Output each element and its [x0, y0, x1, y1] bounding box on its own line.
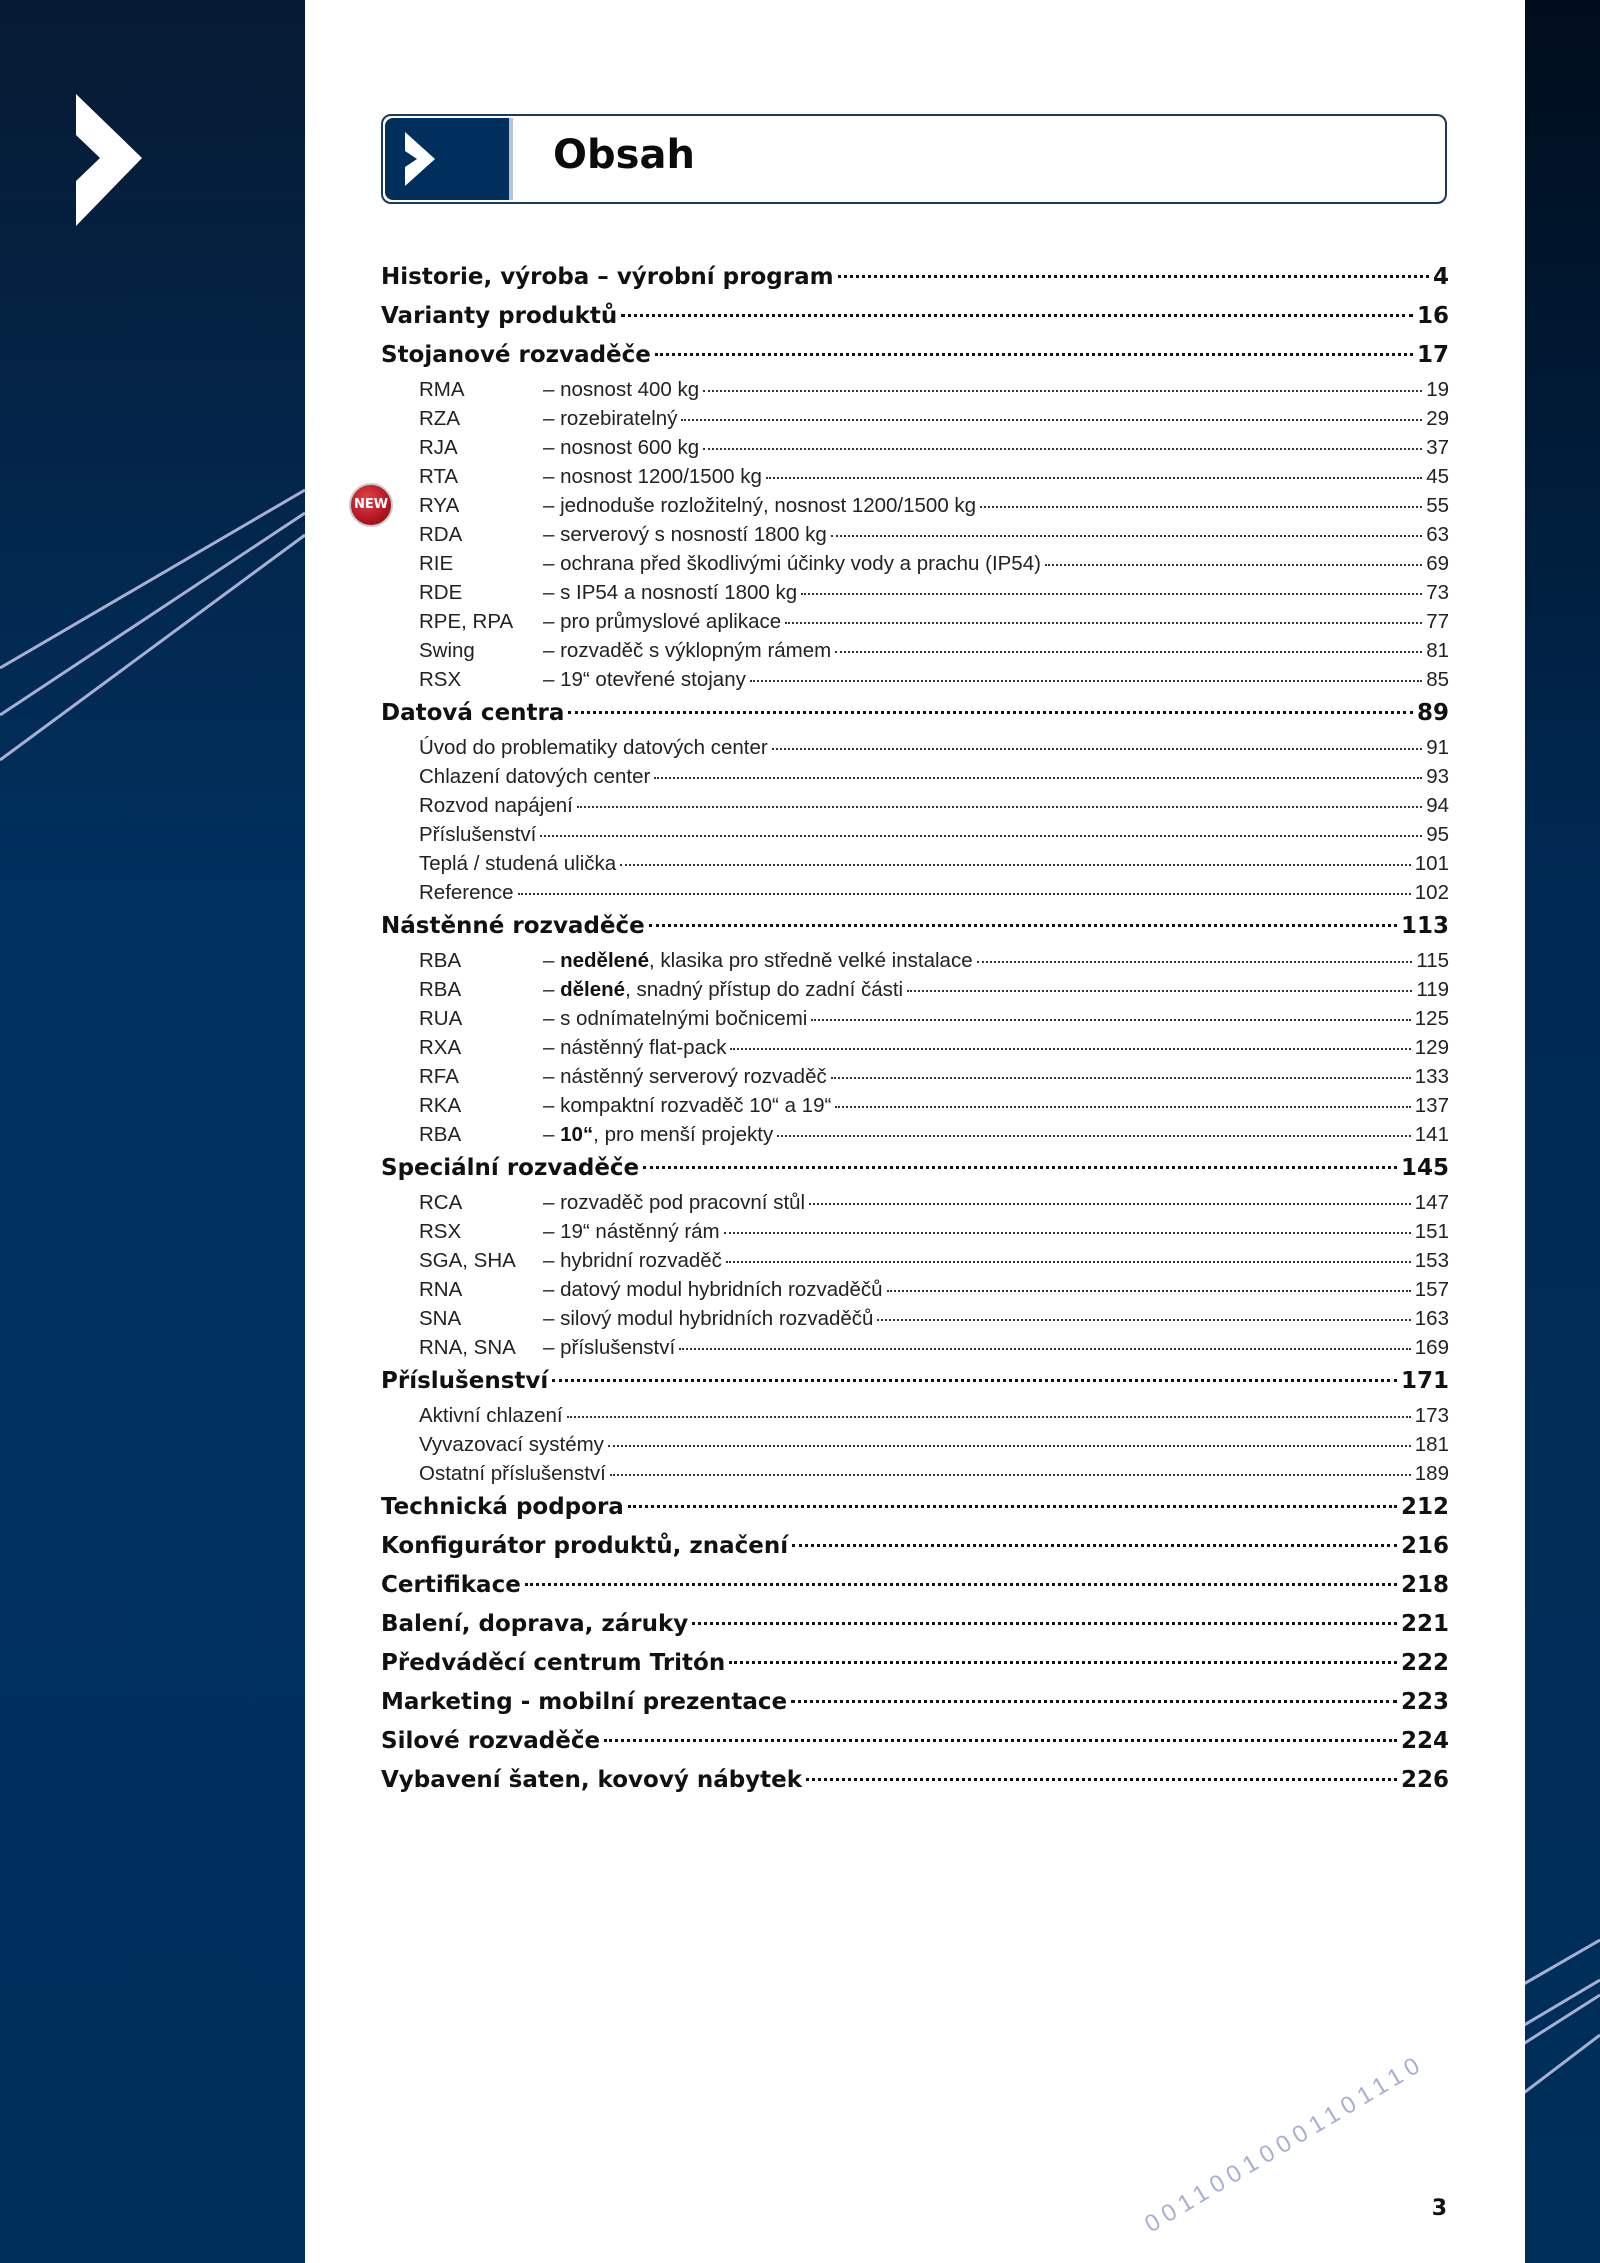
toc-entry[interactable] — [381, 762, 1449, 791]
toc-entry[interactable] — [381, 791, 1449, 820]
toc-entry[interactable] — [381, 375, 1449, 404]
toc-entry-description: Úvod do problematiky datových center — [419, 736, 768, 759]
dot-leader — [608, 1444, 1411, 1447]
dot-leader — [525, 1582, 1397, 1586]
toc-entry-dash: – — [543, 978, 561, 1001]
toc-page-number: 224 — [1400, 1728, 1449, 1754]
toc-entry-code: RPE, RPA — [419, 610, 514, 633]
dot-leader — [679, 1347, 1411, 1350]
toc-page-number: 115 — [1416, 949, 1449, 972]
toc-page-number: 218 — [1400, 1572, 1449, 1598]
toc-entry-code: RJA — [419, 436, 458, 459]
toc-entry-description: – nástěnný flat-pack — [543, 1036, 727, 1059]
toc-entry-code: RBA — [419, 949, 462, 972]
toc-entry-code: RMA — [419, 378, 465, 401]
toc-entry[interactable] — [381, 733, 1449, 762]
toc-entry[interactable] — [381, 975, 1449, 1004]
dot-leader — [831, 1076, 1411, 1079]
toc-page-number: 125 — [1414, 1007, 1449, 1030]
toc-page-number: 89 — [1416, 700, 1449, 726]
toc-entry-description — [543, 1120, 773, 1149]
toc-section-title: Speciální rozvaděče — [381, 1155, 640, 1181]
toc-entry[interactable] — [381, 1004, 1449, 1033]
toc-section-title: Balení, doprava, záruky — [381, 1611, 689, 1637]
toc-page-number: 95 — [1426, 823, 1449, 846]
toc-entry-dash: – — [543, 949, 561, 972]
toc-page-number: 69 — [1426, 552, 1449, 575]
toc-entry-code: RTA — [419, 465, 459, 488]
toc-entry[interactable] — [381, 433, 1449, 462]
dot-leader — [777, 1134, 1411, 1137]
toc-entry-code: RZA — [419, 407, 460, 430]
toc-page-number: 223 — [1400, 1689, 1449, 1715]
toc-entry[interactable] — [381, 1401, 1449, 1430]
dot-leader — [801, 592, 1422, 595]
toc-section[interactable] — [381, 336, 1449, 375]
toc-entry-code: RNA, SNA — [419, 1336, 516, 1359]
dot-leader — [628, 1504, 1397, 1508]
toc-entry-description: – jednoduše rozložitelný, nosnost 1200/1500 kg — [543, 494, 977, 517]
toc-section-title: Konfigurátor produktů, značení — [381, 1533, 789, 1559]
toc-page-number: 169 — [1414, 1336, 1449, 1359]
toc-entry[interactable] — [381, 549, 1449, 578]
dot-leader — [724, 1231, 1411, 1234]
dot-leader — [772, 747, 1423, 750]
dot-leader — [785, 621, 1422, 624]
toc-section-title: Vybavení šaten, kovový nábytek — [381, 1767, 803, 1793]
toc-page-number: 133 — [1414, 1065, 1449, 1088]
dot-leader — [621, 313, 1413, 317]
document-page — [305, 0, 1525, 2263]
dot-leader — [977, 960, 1413, 963]
toc-page-number: 189 — [1414, 1462, 1449, 1485]
dot-leader — [681, 418, 1422, 421]
toc-entry-description — [543, 975, 903, 1004]
toc-entry-description: – rozvaděč s výklopným rámem — [543, 639, 832, 662]
toc-entry-description: – nosnost 600 kg — [543, 436, 700, 459]
toc-entry-code: RBA — [419, 1123, 462, 1146]
toc-page-number: 4 — [1432, 264, 1449, 290]
toc-entry-description: – 19“ otevřené stojany — [543, 668, 746, 691]
toc-entry[interactable] — [381, 1091, 1449, 1120]
toc-page-number: 101 — [1414, 852, 1449, 875]
toc-entry-code: RCA — [419, 1191, 463, 1214]
dot-leader — [568, 710, 1413, 714]
page-number: 3 — [1431, 2196, 1447, 2221]
toc-page-number: 63 — [1426, 523, 1449, 546]
dot-leader — [806, 1777, 1397, 1781]
toc-page-number: 45 — [1426, 465, 1449, 488]
toc-page-number: 157 — [1414, 1278, 1449, 1301]
toc-entry-code: Swing — [419, 639, 475, 662]
toc-section[interactable] — [381, 1566, 1449, 1605]
toc-page-number: 85 — [1426, 668, 1449, 691]
dot-leader — [877, 1318, 1410, 1321]
toc-page-number: 55 — [1426, 494, 1449, 517]
toc-entry-description: – ochrana před škodlivými účinky vody a prachu (IP54) — [543, 552, 1041, 575]
chevron-right-icon — [385, 118, 509, 200]
toc-page-number: 171 — [1400, 1368, 1449, 1394]
toc-entry-code: RSX — [419, 1220, 462, 1243]
toc-page-number: 153 — [1414, 1249, 1449, 1272]
toc-entry[interactable] — [381, 462, 1449, 491]
toc-entry[interactable] — [353, 491, 1449, 520]
toc-entry-description: – kompaktní rozvaděč 10“ a 19“ — [543, 1094, 832, 1117]
toc-section-title: Technická podpora — [381, 1494, 624, 1520]
toc-entry-code: RIE — [419, 552, 454, 575]
toc-section-title: Předváděcí centrum Tritón — [381, 1650, 726, 1676]
toc-page-number: 81 — [1426, 639, 1449, 662]
toc-entry-code: RDA — [419, 523, 463, 546]
toc-page-number: 91 — [1426, 736, 1449, 759]
toc-entry-description: – příslušenství — [543, 1336, 676, 1359]
toc-entry-text: , pro menší projekty — [593, 1123, 774, 1146]
toc-entry-text: , snadný přístup do zadní části — [625, 978, 904, 1001]
toc-entry-description: – nosnost 400 kg — [543, 378, 700, 401]
toc-entry[interactable] — [381, 1033, 1449, 1062]
toc-page-number: 226 — [1400, 1767, 1449, 1793]
title-banner — [381, 114, 1447, 204]
dot-leader — [809, 1202, 1411, 1205]
toc-section[interactable] — [381, 1149, 1449, 1188]
toc-section-title: Nástěnné rozvaděče — [381, 913, 645, 939]
toc-entry[interactable] — [381, 849, 1449, 878]
toc-page-number: 222 — [1400, 1650, 1449, 1676]
toc-page-number: 119 — [1416, 978, 1449, 1001]
toc-entry-description: – s odnímatelnými bočnicemi — [543, 1007, 808, 1030]
dot-leader — [649, 923, 1397, 927]
dot-leader — [1045, 563, 1422, 566]
dot-leader — [831, 534, 1422, 537]
dot-leader — [907, 989, 1412, 992]
dot-leader — [655, 352, 1413, 356]
toc-entry-description: – nosnost 1200/1500 kg — [543, 465, 762, 488]
dot-leader — [620, 863, 1411, 866]
toc-entry[interactable] — [381, 1333, 1449, 1362]
toc-page-number: 147 — [1414, 1191, 1449, 1214]
toc-page-number: 151 — [1414, 1220, 1449, 1243]
dot-leader — [791, 1699, 1397, 1703]
toc-entry-description: – nástěnný serverový rozvaděč — [543, 1065, 827, 1088]
right-background — [1525, 0, 1600, 2263]
toc-entry[interactable] — [381, 1217, 1449, 1246]
toc-page-number: 221 — [1400, 1611, 1449, 1637]
toc-entry-code: SGA, SHA — [419, 1249, 516, 1272]
toc-page-number: 17 — [1416, 342, 1449, 368]
toc-entry-description: – hybridní rozvaděč — [543, 1249, 722, 1272]
toc-entry-code: RXA — [419, 1036, 462, 1059]
page-title: Obsah — [553, 132, 695, 178]
toc-page-number: 129 — [1414, 1036, 1449, 1059]
toc-entry[interactable] — [381, 878, 1449, 907]
toc-entry[interactable] — [381, 820, 1449, 849]
toc-entry-code: RKA — [419, 1094, 462, 1117]
left-background — [0, 0, 305, 2263]
toc-entry-code: RYA — [419, 494, 460, 517]
toc-entry-description: Ostatní příslušenství — [419, 1462, 606, 1485]
toc-section[interactable] — [381, 1761, 1449, 1800]
toc-entry[interactable] — [381, 946, 1449, 975]
title-tab — [385, 118, 513, 200]
dot-leader — [610, 1473, 1411, 1476]
toc-page-number: 37 — [1426, 436, 1449, 459]
toc-section[interactable] — [381, 1644, 1449, 1683]
new-badge-icon: NEW — [349, 483, 393, 527]
toc-page-number: 16 — [1416, 303, 1449, 329]
toc-entry-code: RSX — [419, 668, 462, 691]
binary-decoration: 00110010001101110 — [1140, 2049, 1430, 2239]
toc-section[interactable] — [381, 1605, 1449, 1644]
toc-section-title: Historie, výroba – výrobní program — [381, 264, 834, 290]
toc-entry-code: RNA — [419, 1278, 463, 1301]
dot-leader — [980, 505, 1422, 508]
toc-entry[interactable] — [381, 1246, 1449, 1275]
toc-entry-text: , klasika pro středně velké instalace — [648, 949, 973, 972]
toc-entry-emphasis: nedělené — [560, 949, 649, 972]
dot-leader — [703, 447, 1422, 450]
toc-entry-code: RFA — [419, 1065, 459, 1088]
dot-leader — [703, 389, 1422, 392]
toc-section[interactable] — [381, 1527, 1449, 1566]
dot-leader — [567, 1415, 1411, 1418]
toc-section-title: Silové rozvaděče — [381, 1728, 601, 1754]
toc-entry[interactable] — [381, 404, 1449, 433]
dot-leader — [811, 1018, 1410, 1021]
dot-leader — [552, 1378, 1397, 1382]
dot-leader — [604, 1738, 1397, 1742]
toc-section[interactable] — [381, 1722, 1449, 1761]
toc-page-number: 145 — [1400, 1155, 1449, 1181]
toc-entry-description: Chlazení datových center — [419, 765, 651, 788]
toc-entry-description: – pro průmyslové aplikace — [543, 610, 782, 633]
toc-entry-description: Rozvod napájení — [419, 794, 573, 817]
toc-entry-emphasis: dělené — [560, 978, 626, 1001]
toc-page-number: 141 — [1414, 1123, 1449, 1146]
toc-page-number: 29 — [1426, 407, 1449, 430]
toc-section[interactable] — [381, 1362, 1449, 1401]
dot-leader — [730, 1047, 1410, 1050]
toc-section-title: Marketing - mobilní prezentace — [381, 1689, 788, 1715]
dot-leader — [729, 1660, 1397, 1664]
toc-entry-description: Vyvazovací systémy — [419, 1433, 604, 1456]
toc-entry-code: RDE — [419, 581, 463, 604]
toc-section[interactable] — [381, 1488, 1449, 1527]
dot-leader — [792, 1543, 1397, 1547]
toc-entry[interactable] — [381, 1188, 1449, 1217]
toc-entry-code: RBA — [419, 978, 462, 1001]
toc-section-title: Varianty produktů — [381, 303, 618, 329]
toc-entry[interactable] — [381, 665, 1449, 694]
toc-section[interactable] — [381, 694, 1449, 733]
toc-entry[interactable] — [381, 1120, 1449, 1149]
toc-entry[interactable] — [381, 636, 1449, 665]
dot-leader — [577, 805, 1422, 808]
toc-entry-code: SNA — [419, 1307, 462, 1330]
dot-leader — [518, 892, 1411, 895]
toc-entry-emphasis: 10“ — [560, 1123, 594, 1146]
toc-entry-description: – silový modul hybridních rozvaděčů — [543, 1307, 874, 1330]
toc-entry[interactable] — [381, 1430, 1449, 1459]
toc-entry-description: – datový modul hybridních rozvaděčů — [543, 1278, 883, 1301]
toc-entry[interactable] — [381, 607, 1449, 636]
toc-entry-description: – serverový s nosností 1800 kg — [543, 523, 827, 546]
dot-leader — [654, 776, 1422, 779]
dot-leader — [838, 274, 1429, 278]
dot-leader — [835, 650, 1422, 653]
dot-leader — [766, 476, 1422, 479]
table-of-contents — [353, 258, 1449, 1800]
dot-leader — [835, 1105, 1410, 1108]
toc-page-number: 137 — [1414, 1094, 1449, 1117]
toc-entry[interactable] — [381, 1459, 1449, 1488]
toc-page-number: 173 — [1414, 1404, 1449, 1427]
dot-leader — [726, 1260, 1411, 1263]
toc-page-number: 163 — [1414, 1307, 1449, 1330]
toc-section[interactable] — [381, 907, 1449, 946]
toc-entry-description: – 19“ nástěnný rám — [543, 1220, 720, 1243]
toc-entry-description: – s IP54 a nosností 1800 kg — [543, 581, 798, 604]
toc-page-number: 102 — [1414, 881, 1449, 904]
toc-entry-description: – rozvaděč pod pracovní stůl — [543, 1191, 806, 1214]
toc-page-number: 216 — [1400, 1533, 1449, 1559]
dot-leader — [540, 834, 1422, 837]
dot-leader — [750, 679, 1422, 682]
toc-section[interactable] — [381, 297, 1449, 336]
dot-leader — [887, 1289, 1411, 1292]
toc-entry-description: Reference — [419, 881, 514, 904]
toc-entry-description — [543, 946, 973, 975]
toc-section-title: Datová centra — [381, 700, 565, 726]
toc-page-number: 19 — [1426, 378, 1449, 401]
toc-entry-code: RUA — [419, 1007, 463, 1030]
toc-entry-dash: – — [543, 1123, 561, 1146]
toc-section[interactable] — [381, 258, 1449, 297]
toc-entry[interactable] — [381, 1275, 1449, 1304]
toc-section-title: Příslušenství — [381, 1368, 549, 1394]
toc-entry[interactable] — [381, 1304, 1449, 1333]
toc-section-title: Certifikace — [381, 1572, 521, 1598]
toc-entry[interactable] — [381, 1062, 1449, 1091]
toc-page-number: 94 — [1426, 794, 1449, 817]
toc-entry-description: Aktivní chlazení — [419, 1404, 563, 1427]
toc-page-number: 73 — [1426, 581, 1449, 604]
toc-entry[interactable] — [381, 578, 1449, 607]
toc-page-number: 93 — [1426, 765, 1449, 788]
toc-page-number: 181 — [1414, 1433, 1449, 1456]
toc-section[interactable] — [381, 1683, 1449, 1722]
toc-section-title: Stojanové rozvaděče — [381, 342, 651, 368]
toc-page-number: 77 — [1426, 610, 1449, 633]
toc-page-number: 212 — [1400, 1494, 1449, 1520]
toc-page-number: 113 — [1400, 913, 1449, 939]
toc-entry-description: – rozebiratelný — [543, 407, 678, 430]
dot-leader — [643, 1165, 1397, 1169]
dot-leader — [692, 1621, 1397, 1625]
toc-entry-description: Příslušenství — [419, 823, 537, 846]
toc-entry[interactable] — [381, 520, 1449, 549]
toc-entry-description: Teplá / studená ulička — [419, 852, 617, 875]
